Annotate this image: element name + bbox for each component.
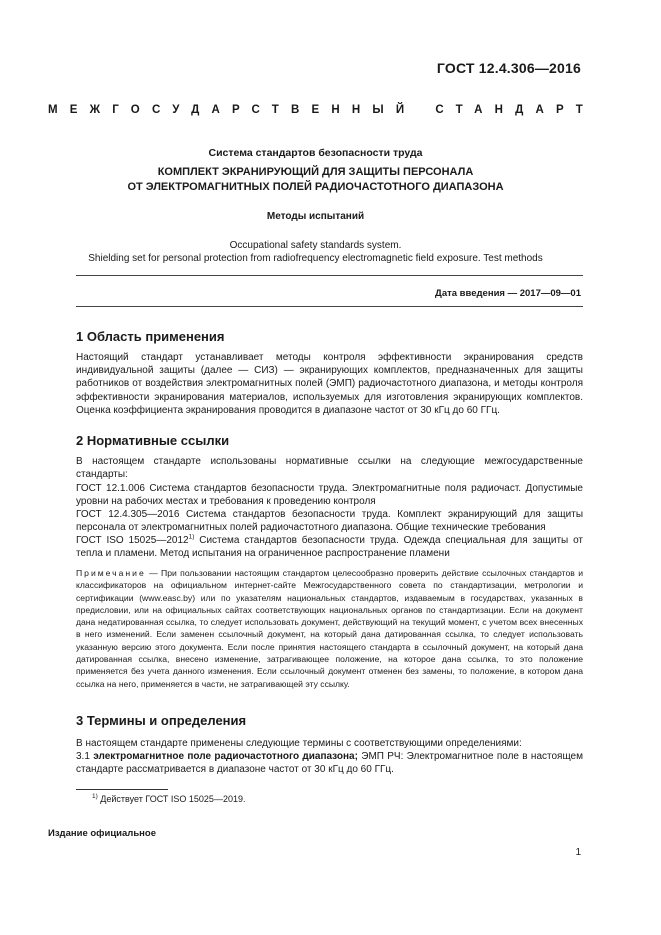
- official-edition-label: Издание официальное: [48, 828, 156, 839]
- ref3-code: ГОСТ ISO 15025—2012: [76, 535, 189, 546]
- ref3-title: Система стандартов безопасности труда. Одежда специальная для защиты от тепла и пламени. Метод испытания на ограниченное распространение пламени: [76, 535, 583, 560]
- term-name: электромагнитное поле радиочастотного диапазона;: [93, 751, 358, 762]
- section-2-intro: В настоящем стандарте использованы нормативные ссылки на следующие межгосударственные стандарты:: [76, 456, 583, 481]
- page-number: 1: [575, 847, 581, 858]
- term-definition: ЭМП РЧ: Электромагнитное поле в настоящем стандарте рассматривается в диапазоне частот от 30 кГц до 60 ГГц.: [76, 751, 583, 776]
- references-note: [76, 567, 583, 690]
- document-title: [48, 165, 583, 195]
- note-label: Примечание: [76, 568, 146, 578]
- footnote: [92, 794, 245, 804]
- term-number: 3.1: [76, 751, 94, 762]
- section-3-heading: 3 Термины и определения: [76, 713, 247, 728]
- document-code: ГОСТ 12.4.306—2016: [436, 60, 581, 76]
- reference-gost-12-1-006: ГОСТ 12.1.006 Система стандартов безопасности труда. Электромагнитные поля радиочаст. Допустимые уровни на рабочих местах и требования к проведению контроля: [76, 483, 583, 508]
- section-1-text: [76, 351, 583, 417]
- standard-banner: [48, 104, 595, 116]
- footnote-number: 1): [92, 793, 98, 800]
- reference-gost-12-4-305: ГОСТ 12.4.305—2016 Система стандартов безопасности труда. Комплект экранирующий для защиты персонала от электромагнитных полей радиочастотного диапазона. Общие технические требования: [76, 509, 583, 534]
- reference-gost-iso-15025: [76, 534, 583, 560]
- footnote-text: Действует ГОСТ ISO 15025—2019.: [97, 794, 246, 804]
- document-subtitle: Методы испытаний: [266, 211, 365, 222]
- english-title: [48, 239, 583, 265]
- divider-bottom: [76, 306, 583, 307]
- english-title-line-2: Shielding set for personal protection from radiofrequency electromagnetic field exposure. Test methods: [88, 253, 543, 264]
- introduction-date: Дата введения — 2017—09—01: [435, 288, 581, 299]
- section-2-heading: 2 Нормативные ссылки: [76, 433, 230, 448]
- title-line-2: ОТ ЭЛЕКТРОМАГНИТНЫХ ПОЛЕЙ РАДИОЧАСТОТНОГО ДИАПАЗОНА: [127, 181, 504, 193]
- footnote-divider: [76, 789, 168, 790]
- section-3-intro: В настоящем стандарте применены следующие термины с соответствующими определениями:: [76, 738, 522, 749]
- divider-top: [76, 275, 583, 276]
- term-3-1: [76, 750, 583, 776]
- footnote-marker: 1): [188, 533, 195, 541]
- note-text: — При пользовании настоящим стандартом целесообразно проверить действие ссылочных стандартов и классификаторов на официальном интернет-сайте Межгосударственного совета по стандартизации, метрологии и сертификации (www.easc.by) или по указателям национальных стандартов, издаваемым в государствах, указанных в предисловии, или на официальных сайтах соответствующих национальных органов по стандартизации. Если на документ дана недатированная ссылка, то следует использовать документ, действующий на текущий момент, с учетом всех внесенных в него изменений. Если заменен ссылочный документ, на который дана датированная ссылка, то следует использовать указанную версию этого документа. Если после принятия настоящего стандарта в ссылочный документ, на который дана датированная ссылка, внесено изменение, затрагивающее положение, на которое дана ссылка, то это положение применяется без учета данного изменения. Если ссылочный документ отменен без замены, то положение, в котором дана ссылка на него, применяется в части, не затрагивающей эту ссылку.: [76, 568, 583, 689]
- banner-left-word: МЕЖГОСУДАРСТВЕННЫЙ: [48, 104, 417, 116]
- section-1-heading: 1 Область применения: [76, 329, 225, 344]
- english-title-line-1: Occupational safety standards system.: [229, 240, 402, 251]
- title-line-1: КОМПЛЕКТ ЭКРАНИРУЮЩИЙ ДЛЯ ЗАЩИТЫ ПЕРСОНАЛА: [157, 166, 474, 178]
- section-1-body: Настоящий стандарт устанавливает методы контроля эффективности экранирования средств индивидуальной защиты (далее — СИЗ) — экранирующих комплектов, предназначенных для защиты работников от воздействия электромагнитных полей (ЭМП) радиочастотного диапазона, и методы контроля эффективности экранирования материалов, используемых для изготовления экранирующих комплектов. Оценка коэффициента экранирования проводится в диапазоне частот от 30 кГц до 60 ГГц.: [76, 352, 583, 416]
- banner-right-word: СТАНДАРТ: [435, 104, 595, 116]
- series-title: Система стандартов безопасности труда: [208, 147, 423, 159]
